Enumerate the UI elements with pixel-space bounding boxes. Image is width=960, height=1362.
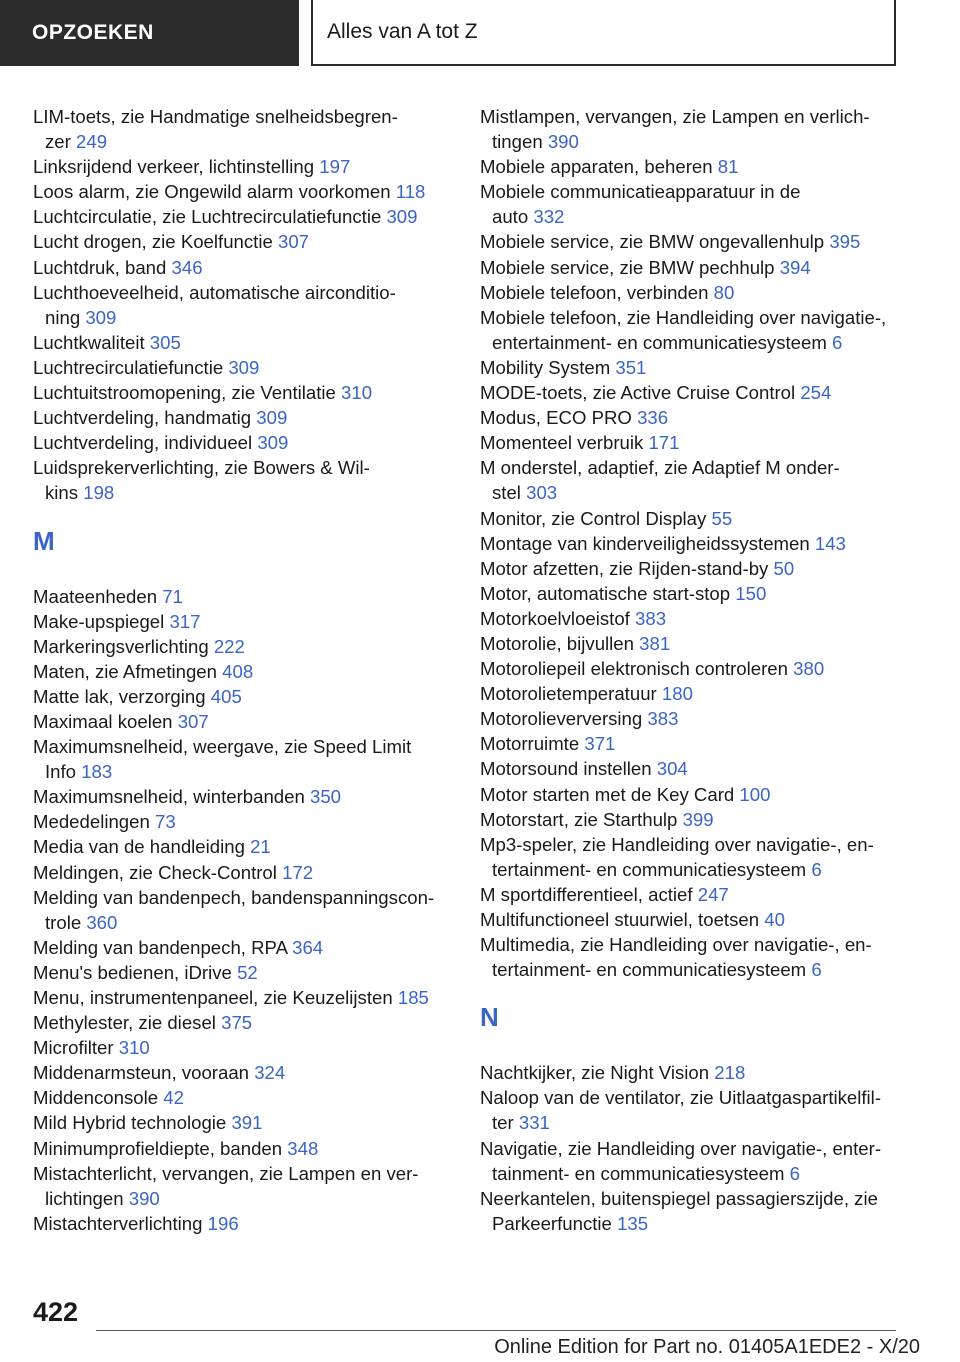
index-entry-text: Menu, instrumentenpaneel, zie Keuzelijsten [33,987,393,1008]
index-entry [33,860,453,885]
page-reference-link[interactable]: 309 [386,206,418,228]
index-entry-text: Neerkantelen, buitenspiegel passagierszijde, zie [480,1187,878,1209]
index-entry-text: zer [45,131,71,153]
index-entry-text: Motorolietemperatuur [480,683,657,705]
index-entry [33,280,453,330]
index-entry-text: ning [45,306,81,328]
index-entry-text: Mobiele apparaten, beheren [480,156,713,178]
page-reference-link[interactable]: 135 [617,1212,649,1234]
index-entry-text: Momenteel verbruik [480,432,644,454]
index-entry-text: Mobiele service, zie BMW pechhulp [480,256,775,278]
index-entry [33,659,453,684]
index-entry-text: Motorolieverversing [480,708,643,730]
page-reference-link[interactable]: 71 [162,585,183,607]
page-reference-link[interactable]: 310 [341,382,373,404]
index-entry [33,455,453,505]
index-entry-text: Mobiele communicatieapparatuur in de [480,181,801,203]
page-reference-link[interactable]: 180 [661,683,693,705]
index-entry [480,756,900,781]
page-reference-link[interactable]: 309 [85,306,117,328]
page-reference-link[interactable]: 6 [832,331,843,353]
index-entry-text: Luchtcirculatie, zie Luchtrecirculatiefunctie [33,206,382,228]
index-entry-text: Mobiele service, zie BMW ongevallenhulp [480,231,825,253]
index-entry [480,581,900,606]
footer-divider [96,1330,896,1331]
page-reference-link[interactable]: 21 [250,836,271,858]
index-entry-text: LIM-toets, zie Handmatige snelheidsbegren- [33,106,398,127]
index-entry-text: Matte lak, verzorging [33,685,206,707]
page-reference-link[interactable]: 390 [547,131,579,153]
index-entry [33,1060,453,1085]
index-entry-text: Naloop van de ventilator, zie Uitlaatgaspartikelfil- [480,1087,882,1109]
page-reference-link[interactable]: 247 [697,883,729,905]
index-entry-text: Meldingen, zie Check-Control [33,861,277,883]
index-entry-text: Navigatie, zie Handleiding over navigatie-, enter- [480,1137,882,1159]
index-entry [480,405,900,430]
index-entry [480,681,900,706]
page-reference-link[interactable]: 73 [155,811,176,833]
chapter-tab: Alles van A tot Z [311,0,896,66]
index-entry-text: stel [492,482,521,504]
index-entry-text: Markeringsverlichting [33,635,209,657]
page-header [0,0,960,66]
index-entry-text: Loos alarm, zie Ongewild alarm voorkomen [33,181,391,203]
page-reference-link[interactable]: 383 [635,607,667,629]
index-entry-text: trole [45,911,82,933]
page-reference-link[interactable]: 310 [118,1037,150,1059]
index-entry [33,684,453,709]
index-entry-text: Methylester, zie diesel [33,1012,216,1034]
index-entry [33,609,453,634]
index-entry [480,907,900,932]
page-reference-link[interactable]: 381 [639,632,671,654]
index-entry [33,204,453,229]
index-entry-text: Lucht drogen, zie Koelfunctie [33,231,273,253]
index-entry-text: tertainment- en communicatiesysteem [492,959,807,981]
index-entry-text: Info [45,761,77,783]
index-entry [33,709,453,734]
index-entry [33,935,453,960]
index-entry-text: entertainment- en communicatiesysteem [492,331,827,353]
page-reference-link[interactable]: 198 [83,482,115,504]
page-reference-link[interactable]: 394 [779,256,811,278]
index-entry-text: Mistlampen, vervangen, zie Lampen en verlich- [480,106,870,127]
page-reference-link[interactable]: 6 [811,959,822,981]
page-reference-link[interactable]: 303 [526,482,558,504]
page-reference-link[interactable]: 350 [310,786,342,808]
index-entry-text: Maximumsnelheid, weergave, zie Speed Limit [33,736,412,758]
index-entry-text: Motor, automatische start-stop [480,582,731,604]
page-reference-link[interactable]: 50 [773,557,795,579]
page-reference-link[interactable]: 331 [518,1112,550,1134]
index-entry-text: Motorolie, bijvullen [480,632,634,654]
index-entry [480,179,900,229]
index-entry-text: Make-upspiegel [33,610,165,632]
page-reference-link[interactable]: 196 [207,1212,239,1234]
index-entry [480,506,900,531]
index-entry [480,807,900,832]
index-entry-text: Mobiele telefoon, verbinden [480,281,709,303]
page-reference-link[interactable]: 249 [76,131,108,153]
index-entry [33,330,453,355]
index-entry-text: Maten, zie Afmetingen [33,660,217,682]
index-entry-text: Melding van bandenpech, RPA [33,936,287,958]
index-entry-text: Microfilter [33,1037,114,1059]
index-entry-text: Maateenheden [33,585,158,607]
page-reference-link[interactable]: 332 [533,206,565,228]
index-entry-text: Motorsound instellen [480,758,652,780]
index-entry [33,734,453,784]
index-entry [480,305,900,355]
index-entry-text: Middenconsole [33,1087,159,1109]
index-entry-text: Modus, ECO PRO [480,407,632,429]
index-entry-text: kins [45,482,79,504]
index-entry [33,380,453,405]
page-reference-link[interactable]: 172 [282,861,314,883]
index-entry [480,706,900,731]
page-reference-link[interactable]: 324 [254,1062,286,1084]
index-entry [480,606,900,631]
index-entry-text: Media van de handleiding [33,836,245,858]
page-reference-link[interactable]: 52 [237,961,258,983]
index-entry [33,1136,453,1161]
index-entry-text: Motor starten met de Key Card [480,783,735,805]
page-reference-link[interactable]: 40 [764,909,785,930]
index-letter-heading: N [480,1002,499,1033]
index-entry [33,1010,453,1035]
index-entry-text: Luchtkwaliteit [33,331,145,353]
index-entry-text: Mededelingen [33,811,150,833]
index-entry-text: Parkeerfunctie [492,1212,612,1234]
page-reference-link[interactable]: 6 [811,858,822,880]
index-entry-text: M onderstel, adaptief, zie Adaptief M onder- [480,457,840,479]
index-entry-text: Mistachterlicht, vervangen, zie Lampen en ver- [33,1162,419,1184]
page-reference-link[interactable]: 408 [222,660,254,682]
index-entry [480,455,900,505]
index-entry-text: tingen [492,131,543,153]
index-entry [33,784,453,809]
index-entry-text: Minimumprofieldiepte, banden [33,1137,283,1159]
page-reference-link[interactable]: 222 [213,635,245,657]
index-letter-heading: M [33,525,55,556]
index-entry [33,634,453,659]
index-entry [480,932,900,982]
index-entry [480,1186,900,1236]
page-reference-link[interactable]: 55 [711,507,733,529]
index-entry-text: lichtingen [45,1187,124,1209]
index-entry-text: Luchthoeveelheid, automatische airconditio- [33,281,396,303]
index-entry [33,985,453,1010]
page-reference-link[interactable]: 309 [257,432,289,454]
index-entry-text: tainment- en communicatiesysteem [492,1162,785,1184]
index-entry [480,280,900,305]
index-entry-text: Mp3-speler, zie Handleiding over navigatie-, en- [480,833,874,855]
page-reference-link[interactable]: 254 [800,382,832,404]
index-entry [33,960,453,985]
index-entry-text: Mobiele telefoon, zie Handleiding over navigatie-, [480,306,887,328]
index-entry [33,405,453,430]
page-reference-link[interactable]: 348 [287,1137,319,1159]
index-entry [480,531,900,556]
index-entry [33,834,453,859]
index-entry [480,882,900,907]
page-reference-link[interactable]: 380 [793,658,825,680]
index-entry-text: Maximumsnelheid, winterbanden [33,786,305,808]
index-entry-text: Motorkoelvloeistof [480,607,630,629]
index-entry-text: Maximaal koelen [33,710,173,732]
page-reference-link[interactable]: 81 [717,156,739,178]
index-entry [480,154,900,179]
index-entry-text: Luchtrecirculatiefunctie [33,356,224,378]
index-entry-text: M sportdifferentieel, actief [480,883,693,905]
page-reference-link[interactable]: 360 [86,911,118,933]
index-entry [33,809,453,834]
index-entry [33,179,453,204]
index-entry [33,1161,453,1211]
page-reference-link[interactable]: 307 [177,710,209,732]
index-entry [480,255,900,280]
index-entry [33,229,453,254]
index-entry [33,1211,453,1236]
page-reference-link[interactable]: 100 [739,783,771,805]
index-entry-text: Motorruimte [480,733,580,755]
page-reference-link[interactable]: 405 [210,685,242,707]
index-entry-text: Luchtverdeling, individueel [33,432,253,454]
page-reference-link[interactable]: 305 [149,331,181,353]
index-entry [33,1085,453,1110]
index-entry-text: Motoroliepeil elektronisch controleren [480,658,788,680]
index-entry [480,430,900,455]
index-column-right [480,104,900,1236]
page-reference-link[interactable]: 150 [735,582,767,604]
page-reference-link[interactable]: 185 [397,987,429,1008]
index-entry-text: Multimedia, zie Handleiding over navigatie-, en- [480,934,872,956]
index-entry-text: Multifunctioneel stuurwiel, toetsen [480,909,760,930]
index-entry-text: Motor afzetten, zie Rijden-stand-by [480,557,769,579]
index-entry-text: Menu's bedienen, iDrive [33,961,232,983]
index-entry-text: Melding van bandenpech, bandenspanningscon- [33,886,435,908]
index-entry [33,154,453,179]
page-reference-link[interactable]: 218 [714,1062,746,1084]
index-entry-text: Monitor, zie Control Display [480,507,707,529]
index-entry-text: Luidsprekerverlichting, zie Bowers & Wil- [33,457,370,479]
page-reference-link[interactable]: 118 [395,181,426,203]
index-entry [480,556,900,581]
page-reference-link[interactable]: 80 [713,281,735,303]
index-entry [33,104,453,154]
page-reference-link[interactable]: 42 [163,1087,184,1109]
index-entry [480,1136,900,1186]
index-entry-text: Luchtverdeling, handmatig [33,407,252,429]
page-reference-link[interactable]: 336 [637,407,669,429]
index-entry-text: Linksrijdend verkeer, lichtinstelling [33,156,315,178]
index-entry [33,1035,453,1060]
footer-edition: Online Edition for Part no. 01405A1EDE2 - X/20 [494,1336,920,1358]
index-entry-text: auto [492,206,529,228]
page-reference-link[interactable]: 390 [128,1187,160,1209]
index-entry-text: Luchtdruk, band [33,256,167,278]
index-column-left [33,104,453,1236]
page-reference-link[interactable]: 197 [319,156,351,178]
page-reference-link[interactable]: 309 [256,407,288,429]
index-entry-text: Middenarmsteun, vooraan [33,1062,250,1084]
page-reference-link[interactable]: 383 [647,708,679,730]
page-reference-link[interactable]: 395 [829,231,861,253]
index-entry-text: tertainment- en communicatiesysteem [492,858,807,880]
page-reference-link[interactable]: 391 [231,1112,263,1134]
index-entry [480,355,900,380]
index-entry [480,731,900,756]
index-entry [480,656,900,681]
index-entry [480,229,900,254]
index-entry-text: MODE-toets, zie Active Cruise Control [480,382,796,404]
page-reference-link[interactable]: 307 [277,231,310,253]
page-reference-link[interactable]: 183 [81,761,113,783]
index-entry [480,380,900,405]
page-reference-link[interactable]: 304 [656,758,688,780]
page-reference-link[interactable]: 351 [615,356,647,378]
index-entry [33,430,453,455]
index-entry [480,104,900,154]
index-entry [480,832,900,882]
page-reference-link[interactable]: 6 [789,1162,800,1184]
index-entry [33,255,453,280]
page-reference-link[interactable]: 375 [221,1012,253,1034]
index-entry [480,1085,900,1135]
index-entry [480,631,900,656]
page-reference-link[interactable]: 143 [814,532,846,554]
index-entry-text: Luchtuitstroomopening, zie Ventilatie [33,382,336,404]
page-reference-link[interactable]: 309 [228,356,260,378]
index-entry-text: Mild Hybrid technologie [33,1112,227,1134]
index-entry-text: ter [492,1112,514,1134]
page-number: 422 [33,1297,79,1327]
page-reference-link[interactable]: 364 [292,936,324,958]
index-entry [33,584,453,609]
index-entry-text: Motorstart, zie Starthulp [480,808,678,830]
index-entry-text: Nachtkijker, zie Night Vision [480,1062,710,1084]
section-tab: OPZOEKEN [0,0,299,66]
page-reference-link[interactable]: 171 [648,432,680,454]
index-entry [33,1110,453,1135]
index-entry-text: Mistachterverlichting [33,1212,203,1234]
index-entry-text: Mobility System [480,356,611,378]
index-entry [480,1060,900,1085]
index-entry [33,885,453,935]
page-reference-link[interactable]: 399 [682,808,714,830]
index-entry-text: Montage van kinderveiligheidssystemen [480,532,810,554]
index-entry [480,782,900,807]
index-entry [33,355,453,380]
page-reference-link[interactable]: 371 [584,733,616,755]
page-reference-link[interactable]: 346 [171,256,203,278]
page-reference-link[interactable]: 317 [169,610,201,632]
